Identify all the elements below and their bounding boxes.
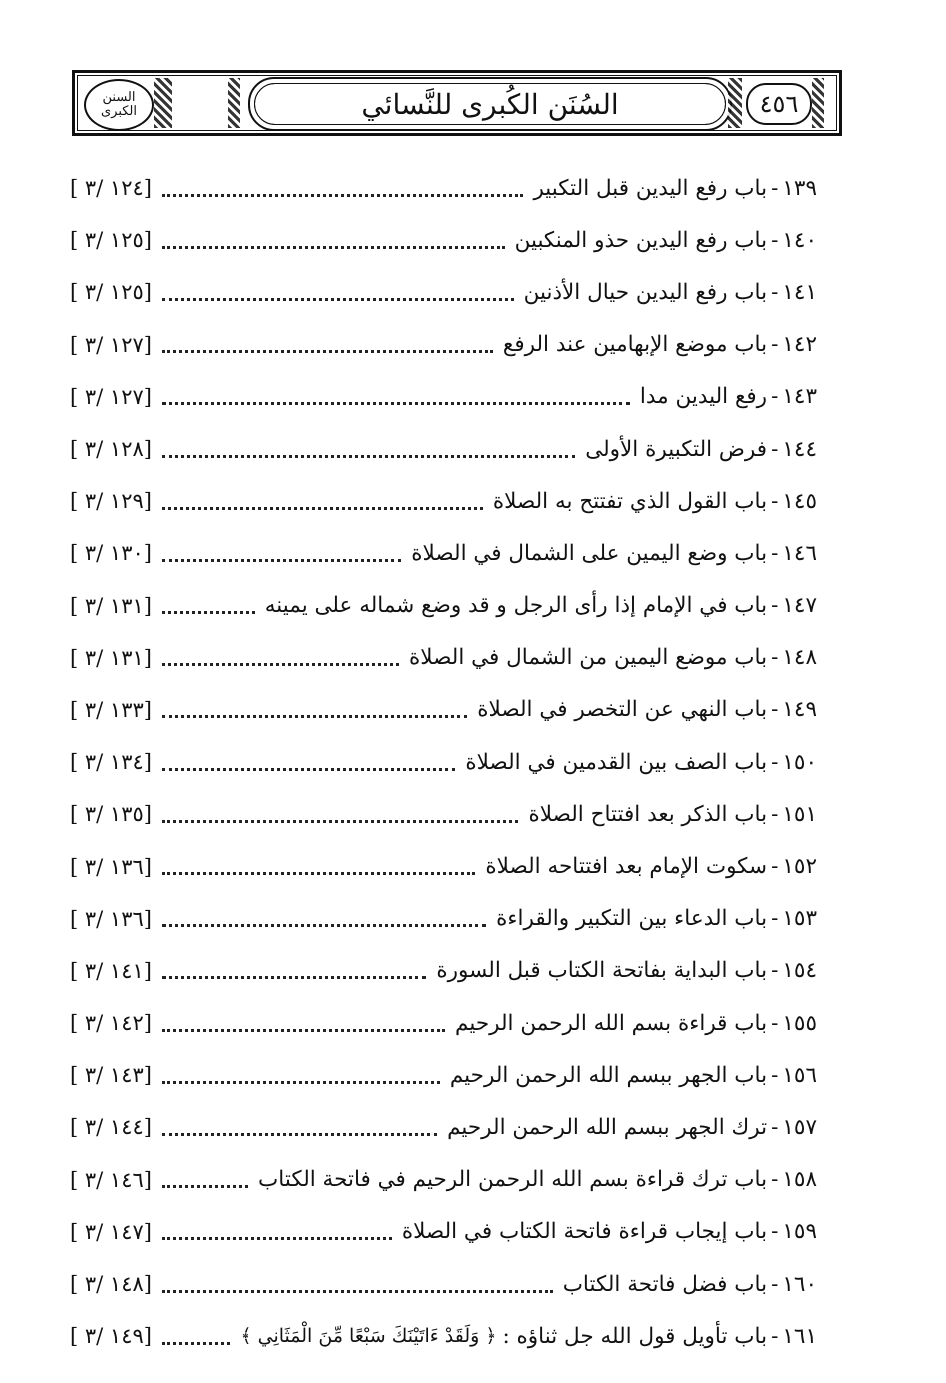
entry-title: باب البداية بفاتحة الكتاب قبل السورة bbox=[436, 958, 768, 984]
entry-number: ١٦١ bbox=[782, 1323, 817, 1349]
entry-dash: - bbox=[771, 175, 779, 201]
toc-entry bbox=[70, 945, 817, 997]
entry-title: باب رفع اليدين قبل التكبير bbox=[533, 175, 768, 201]
entry-title: باب الدعاء بين التكبير والقراءة bbox=[496, 906, 768, 932]
logo-text: السنن الكبرى bbox=[100, 90, 138, 119]
leader-dots bbox=[162, 441, 575, 458]
toc-entry bbox=[70, 319, 817, 371]
entry-number: ١٥٤ bbox=[782, 958, 817, 984]
entry-number: ١٤٤ bbox=[782, 436, 817, 462]
leader-dots bbox=[162, 1328, 231, 1345]
leader-dots bbox=[162, 701, 467, 718]
volume-page-ref: [ ١٣٦ /٣] bbox=[70, 906, 152, 931]
entry-number: ١٥٣ bbox=[782, 906, 817, 932]
entry-number: ١٤١ bbox=[782, 279, 817, 305]
entry-dash: - bbox=[771, 1323, 779, 1349]
entry-dash: - bbox=[771, 1010, 779, 1036]
toc-entry bbox=[70, 1101, 817, 1153]
leader-dots bbox=[162, 232, 505, 249]
toc-entry bbox=[70, 1154, 817, 1206]
table-of-contents bbox=[70, 162, 817, 1362]
volume-page-ref: [ ١٤٩ /٣] bbox=[70, 1324, 152, 1349]
entry-dash: - bbox=[771, 749, 779, 775]
quran-verse: ﴿ وَلَقَدْ ءَاتَيْنَكَ سَبْعًا مِّنَ الْمَثَانِي ﴾ bbox=[240, 1325, 497, 1348]
entry-title: باب وضع اليمين على الشمال في الصلاة bbox=[411, 540, 768, 566]
leader-dots bbox=[162, 493, 483, 510]
entry-title: سكوت الإمام بعد افتتاحه الصلاة bbox=[485, 854, 768, 880]
entry-number: ١٦٠ bbox=[782, 1271, 817, 1297]
entry-number: ١٤٨ bbox=[782, 645, 817, 671]
volume-page-ref: [ ١٢٥ /٣] bbox=[70, 228, 152, 253]
entry-dash: - bbox=[771, 958, 779, 984]
toc-entry bbox=[70, 423, 817, 475]
volume-page-ref: [ ١٤٦ /٣] bbox=[70, 1167, 152, 1192]
entry-title: باب فضل فاتحة الكتاب bbox=[562, 1271, 768, 1297]
entry-dash: - bbox=[771, 436, 779, 462]
leader-dots bbox=[162, 1067, 440, 1084]
entry-number: ١٥٢ bbox=[782, 854, 817, 880]
ornament-left-inner bbox=[228, 78, 240, 128]
entry-title: باب ترك قراءة بسم الله الرحمن الرحيم في فاتحة الكتاب bbox=[258, 1167, 768, 1193]
entry-title: رفع اليدين مدا bbox=[639, 384, 768, 410]
leader-dots bbox=[162, 1171, 248, 1188]
toc-entry bbox=[70, 736, 817, 788]
leader-dots bbox=[162, 545, 401, 562]
toc-entry bbox=[70, 788, 817, 840]
entry-number: ١٥٩ bbox=[782, 1219, 817, 1245]
leader-dots bbox=[162, 910, 486, 927]
entry-number: ١٥٠ bbox=[782, 749, 817, 775]
volume-page-ref: [ ١٣٣ /٣] bbox=[70, 697, 152, 722]
toc-entry bbox=[70, 632, 817, 684]
volume-page-ref: [ ١٣١ /٣] bbox=[70, 593, 152, 618]
ornament-right-inner bbox=[728, 78, 742, 128]
entry-title: باب النهي عن التخصر في الصلاة bbox=[477, 697, 768, 723]
volume-page-ref: [ ١٣٦ /٣] bbox=[70, 854, 152, 879]
volume-page-ref: [ ١٤٣ /٣] bbox=[70, 1063, 152, 1088]
entry-number: ١٥٦ bbox=[782, 1062, 817, 1088]
entry-number: ١٥٥ bbox=[782, 1010, 817, 1036]
entry-title: باب الذكر بعد افتتاح الصلاة bbox=[528, 801, 768, 827]
ornament-right bbox=[812, 78, 824, 128]
entry-number: ١٥١ bbox=[782, 801, 817, 827]
entry-title: باب رفع اليدين حيال الأذنين bbox=[523, 279, 768, 305]
entry-number: ١٤٠ bbox=[782, 227, 817, 253]
entry-title: باب الصف بين القدمين في الصلاة bbox=[465, 749, 768, 775]
toc-entry bbox=[70, 527, 817, 579]
toc-entry bbox=[70, 475, 817, 527]
leader-dots bbox=[162, 962, 426, 979]
entry-dash: - bbox=[771, 906, 779, 932]
entry-title: باب القول الذي تفتتح به الصلاة bbox=[492, 488, 768, 514]
entry-dash: - bbox=[771, 593, 779, 619]
entry-dash: - bbox=[771, 801, 779, 827]
entry-dash: - bbox=[771, 540, 779, 566]
entry-number: ١٤٣ bbox=[782, 384, 817, 410]
entry-dash: - bbox=[771, 1271, 779, 1297]
entry-number: ١٤٢ bbox=[782, 332, 817, 358]
toc-entry bbox=[70, 840, 817, 892]
entry-number: ١٤٩ bbox=[782, 697, 817, 723]
entry-dash: - bbox=[771, 1062, 779, 1088]
entry-number: ١٣٩ bbox=[782, 175, 817, 201]
entry-title: باب موضع اليمين من الشمال في الصلاة bbox=[409, 645, 768, 671]
entry-number: ١٤٥ bbox=[782, 488, 817, 514]
leader-dots bbox=[162, 1223, 392, 1240]
entry-title: ترك الجهر ببسم الله الرحمن الرحيم bbox=[447, 1114, 768, 1140]
entry-dash: - bbox=[771, 1114, 779, 1140]
entry-title: باب إيجاب قراءة فاتحة الكتاب في الصلاة bbox=[401, 1219, 768, 1245]
toc-entry bbox=[70, 684, 817, 736]
entry-dash: - bbox=[771, 854, 779, 880]
volume-page-ref: [ ١٣٠ /٣] bbox=[70, 541, 152, 566]
toc-entry bbox=[70, 214, 817, 266]
volume-page-ref: [ ١٣١ /٣] bbox=[70, 645, 152, 670]
toc-entry bbox=[70, 1206, 817, 1258]
entry-number: ١٥٧ bbox=[782, 1114, 817, 1140]
volume-page-ref: [ ١٤٧ /٣] bbox=[70, 1219, 152, 1244]
leader-dots bbox=[162, 754, 455, 771]
leader-dots bbox=[162, 806, 519, 823]
toc-entry bbox=[70, 1310, 817, 1362]
volume-page-ref: [ ١٤٢ /٣] bbox=[70, 1011, 152, 1036]
volume-page-ref: [ ١٣٥ /٣] bbox=[70, 802, 152, 827]
leader-dots bbox=[162, 336, 493, 353]
volume-page-ref: [ ١٤١ /٣] bbox=[70, 958, 152, 983]
volume-page-ref: [ ١٤٨ /٣] bbox=[70, 1272, 152, 1297]
book-title: السُنَن الكُبرى للنَّسائي bbox=[361, 87, 619, 121]
entry-dash: - bbox=[771, 697, 779, 723]
toc-entry bbox=[70, 266, 817, 318]
leader-dots bbox=[162, 597, 255, 614]
leader-dots bbox=[162, 1276, 553, 1293]
entry-number: ١٤٧ bbox=[782, 593, 817, 619]
entry-title: باب موضع الإبهامين عند الرفع bbox=[502, 332, 768, 358]
entry-number: ١٥٨ bbox=[782, 1167, 817, 1193]
entry-title: فرض التكبيرة الأولى bbox=[585, 436, 768, 462]
volume-page-ref: [ ١٢٥ /٣] bbox=[70, 280, 152, 305]
volume-page-ref: [ ١٣٤ /٣] bbox=[70, 750, 152, 775]
entry-title: باب تأويل قول الله جل ثناؤه : bbox=[502, 1323, 768, 1349]
leader-dots bbox=[162, 180, 523, 197]
toc-entry bbox=[70, 162, 817, 214]
leader-dots bbox=[162, 858, 475, 875]
entry-title: باب قراءة بسم الله الرحمن الرحيم bbox=[455, 1010, 768, 1036]
entry-dash: - bbox=[771, 279, 779, 305]
volume-page-ref: [ ١٢٧ /٣] bbox=[70, 332, 152, 357]
page-header bbox=[72, 70, 842, 136]
volume-page-ref: [ ١٢٤ /٣] bbox=[70, 176, 152, 201]
entry-title: باب في الإمام إذا رأى الرجل و قد وضع شماله على يمينه bbox=[264, 593, 768, 619]
volume-page-ref: [ ١٢٧ /٣] bbox=[70, 384, 152, 409]
entry-dash: - bbox=[771, 645, 779, 671]
toc-entry bbox=[70, 997, 817, 1049]
leader-dots bbox=[162, 284, 514, 301]
toc-entry bbox=[70, 1258, 817, 1310]
entry-number: ١٤٦ bbox=[782, 540, 817, 566]
page-number: ٤٥٦ bbox=[746, 83, 812, 125]
entry-dash: - bbox=[771, 332, 779, 358]
toc-entry bbox=[70, 1049, 817, 1101]
entry-dash: - bbox=[771, 488, 779, 514]
entry-dash: - bbox=[771, 1167, 779, 1193]
leader-dots bbox=[162, 388, 630, 405]
title-cartouche bbox=[248, 77, 732, 131]
leader-dots bbox=[162, 1119, 437, 1136]
entry-dash: - bbox=[771, 1219, 779, 1245]
entry-title: باب الجهر ببسم الله الرحمن الرحيم bbox=[449, 1062, 768, 1088]
toc-entry bbox=[70, 580, 817, 632]
leader-dots bbox=[162, 1015, 445, 1032]
ornament-left bbox=[154, 78, 172, 128]
volume-page-ref: [ ١٢٩ /٣] bbox=[70, 489, 152, 514]
entry-dash: - bbox=[771, 227, 779, 253]
volume-page-ref: [ ١٤٤ /٣] bbox=[70, 1115, 152, 1140]
toc-entry bbox=[70, 893, 817, 945]
leader-dots bbox=[162, 649, 399, 666]
toc-entry bbox=[70, 371, 817, 423]
volume-page-ref: [ ١٢٨ /٣] bbox=[70, 437, 152, 462]
entry-title: باب رفع اليدين حذو المنكبين bbox=[514, 227, 768, 253]
entry-dash: - bbox=[771, 384, 779, 410]
book-logo bbox=[84, 79, 154, 131]
